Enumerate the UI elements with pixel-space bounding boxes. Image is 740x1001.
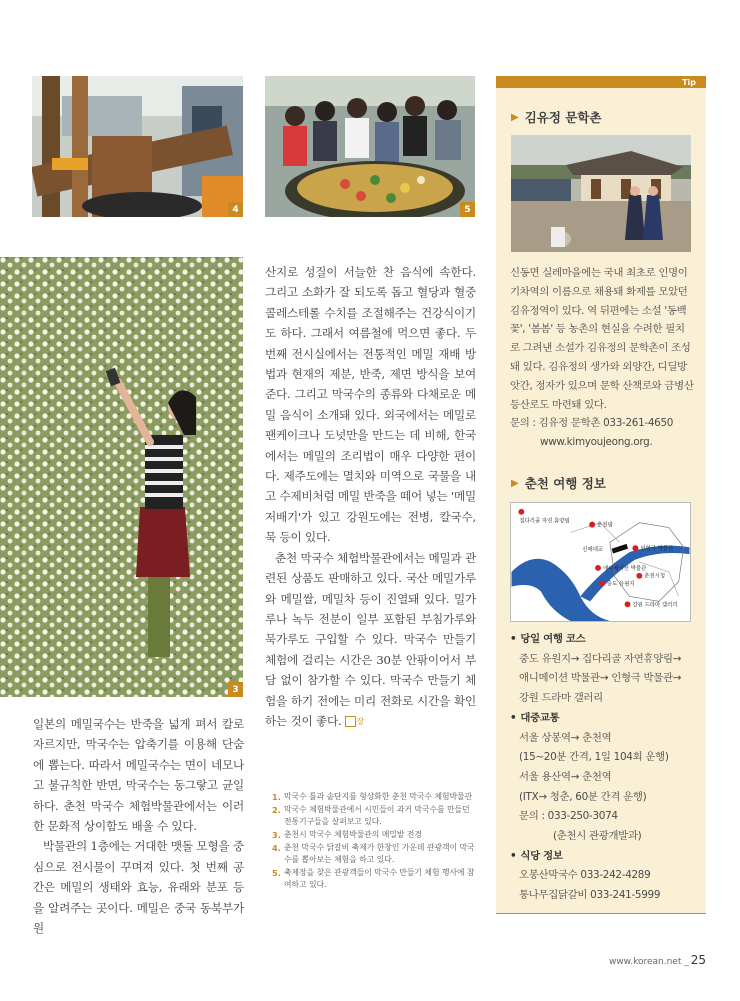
map-label: 춘천시청 [644, 573, 666, 580]
transport-line: 문의 : 033-250-3074 [519, 810, 618, 823]
footer-site: www.korean.net _ [608, 957, 689, 967]
map-label: 인형극 박물관 [640, 546, 674, 553]
map-label: 집다리골 자연 휴양림 [519, 518, 570, 525]
photo-number: 5 [460, 202, 475, 217]
food-line: 오봉산막국수 033-242-4289 [519, 869, 651, 882]
tip-paragraph-literature-village [510, 264, 694, 452]
paragraph-text: 신동면 실레마을에는 국내 최초로 인명이 기차역의 이름으로 채용돼 화제를 모았던 김유정역이 있다. 역 뒤편에는 소설 '동백꽃', '봄봄' 등 농촌의 현실을 수려한 필치로 그려낸 소설가 김유정의 문학촌이 조성돼 있다. 김유정의 생가와 외양간, 디딜방앗간, 정자가 있으며 문학 산책로와 금병산 등산로도 마련돼 있다. [510, 267, 694, 411]
tip-heading-literature-village [511, 108, 602, 126]
caption-text: 춘천시 막국수 체험박물관의 메밀밭 전경 [284, 830, 422, 839]
transport-line: 서울 용산역→ 춘천역 [519, 770, 612, 783]
map-label: 강원 드라마 갤러리 [632, 602, 678, 609]
map-label: 애니메이션 박물관 [602, 565, 647, 572]
map-label: 춘천댐 [597, 522, 613, 529]
end-mark-icon: 장 [345, 716, 356, 727]
photo-festival-crowd [265, 76, 475, 217]
page-number: 25 [690, 953, 706, 967]
course-line: 강원 드라마 갤러리 [519, 692, 603, 705]
page-footer [609, 953, 706, 967]
photo-captions [272, 791, 477, 892]
section-title-food: • 식당 정보 [510, 849, 563, 862]
photo-kimyoujeong-house [511, 135, 691, 252]
left-column-text [33, 714, 244, 938]
caption-item [272, 842, 477, 866]
photo-number: 3 [228, 682, 243, 697]
section-title-transport: • 대중교통 [510, 711, 560, 724]
map-label: 신매대교 [582, 547, 604, 554]
triangle-bullet-icon: ▶ [511, 111, 519, 123]
transport-line: (15~20분 간격, 1일 104회 운행) [519, 751, 669, 764]
paragraph-text: 춘천 막국수 체험박물관에서는 메밀과 관련된 상품도 판매하고 있다. 국산 메밀가루와 메밀쌀, 메밀차 등이 진열돼 있다. 밀가루나 녹두 전분이 일부 포함된 부침가루와 묵가루도 구입할 수 있다. 막국수 만들기 체험에 걸리는 시간은 30분 안팎이어서 부담 없이 참가할 수 있다. 막국수 만들기 체험을 하기 전에는 미리 전화로 시간을 확인하는 것이 좋다. [265, 550, 476, 728]
photo-museum-press [32, 76, 243, 217]
caption-number: 5. [272, 868, 281, 878]
tip-label: Tip [496, 77, 706, 88]
triangle-bullet-icon: ▶ [511, 477, 519, 489]
caption-number: 2. [272, 805, 281, 815]
heading-text: 춘천 여행 정보 [524, 476, 606, 491]
course-line: 애니메이션 박물관→ 인형극 박물관→ [519, 672, 682, 685]
photo-number: 4 [228, 202, 243, 217]
section-title-course: • 당일 여행 코스 [510, 633, 586, 645]
chuncheon-map [510, 502, 691, 622]
course-line: 중도 유원지→ 집다리골 자연휴양림→ [519, 652, 682, 665]
tip-heading-travel-info [511, 474, 606, 492]
caption-text: 막국수 체험박물관에서 시민들이 과거 막국수를 만들던 전통기구들을 살펴보고 있다. [284, 805, 470, 826]
caption-item [272, 829, 477, 841]
caption-item [272, 791, 477, 803]
transport-line: 서울 상봉역→ 춘천역 [519, 731, 612, 744]
photo-buckwheat-field [0, 257, 243, 697]
tip-sidebar [496, 76, 706, 914]
transport-line: (ITX→ 청춘, 60분 간격 운행) [519, 790, 647, 803]
map-label: 중도 유원지 [606, 581, 635, 588]
paragraph [265, 548, 476, 732]
caption-item [272, 804, 477, 828]
caption-text: 축제장을 찾은 관광객들이 막국수 만들기 체험 행사에 참여하고 있다. [284, 868, 475, 889]
caption-text: 막국수 틀과 솥단지를 형상화한 춘천 막국수 체험박물관 [284, 792, 473, 801]
heading-text: 김유정 문학촌 [524, 110, 602, 125]
caption-text: 춘천 막국수 닭갈비 축제가 한창인 가운데 관광객이 막국수를 뽑아보는 체험을 하고 있다. [284, 843, 475, 864]
transport-org: (춘천시 관광개발과) [553, 830, 642, 843]
contact-line: 문의 : 김유정 문학촌 033-261-4650 [510, 417, 674, 430]
website-link[interactable]: www.kimyoujeong.org. [540, 436, 653, 449]
paragraph: 산지로 성질이 서늘한 찬 음식에 속한다. 그리고 소화가 잘 되도록 돕고 혈당과 혈중 콜레스테롤 수치를 조절해주는 건강식이기도 하다. 그래서 여름철에 먹으면 좋다. 두 번째 전시실에서는 전통적인 메밀 재배 방법과 현재의 제분, 반죽, 제면 방식을 보여준다. 그리고 막국수의 종류와 다채로운 메밀 음식이 소개돼 있다. 외국에서는 메밀로 팬케이크나 도넛만을 만드는 데 비해, 한국에서는 메밀의 조리법이 매우 다양한 편이다. 제주도에는 멸치와 미역으로 국물을 내고 수제비처럼 메밀 반죽을 떼어 넣는 '메밀저배기'가 있고 강원도에는 전병, 칼국수, 묵 등이 있다. [265, 265, 476, 545]
caption-item [272, 867, 477, 891]
tip-travel-list [510, 630, 700, 906]
middle-column-text [265, 262, 476, 731]
food-line: 통나무집닭갈비 033-241-5999 [519, 889, 661, 902]
caption-number: 3. [272, 830, 281, 840]
caption-number: 4. [272, 843, 281, 853]
paragraph: 박물관의 1층에는 거대한 맷돌 모형을 중심으로 전시물이 꾸며져 있다. 첫 번째 공간은 메밀의 생태와 효능, 유래와 분포 등을 알려주는 곳이다. 메밀은 중국 동북부가 원 [33, 839, 244, 936]
caption-number: 1. [272, 792, 281, 802]
paragraph: 일본의 메밀국수는 반죽을 넓게 펴서 칼로 자르지만, 막국수는 압축기를 이용해 단숨에 뽑는다. 따라서 메밀국수는 면이 네모나고 불규칙한 반면, 막국수는 동그랗고 균일하다. 춘천 막국수 체험박물관에서는 이러한 문화적 상이함도 배울 수 있다. [33, 717, 244, 834]
